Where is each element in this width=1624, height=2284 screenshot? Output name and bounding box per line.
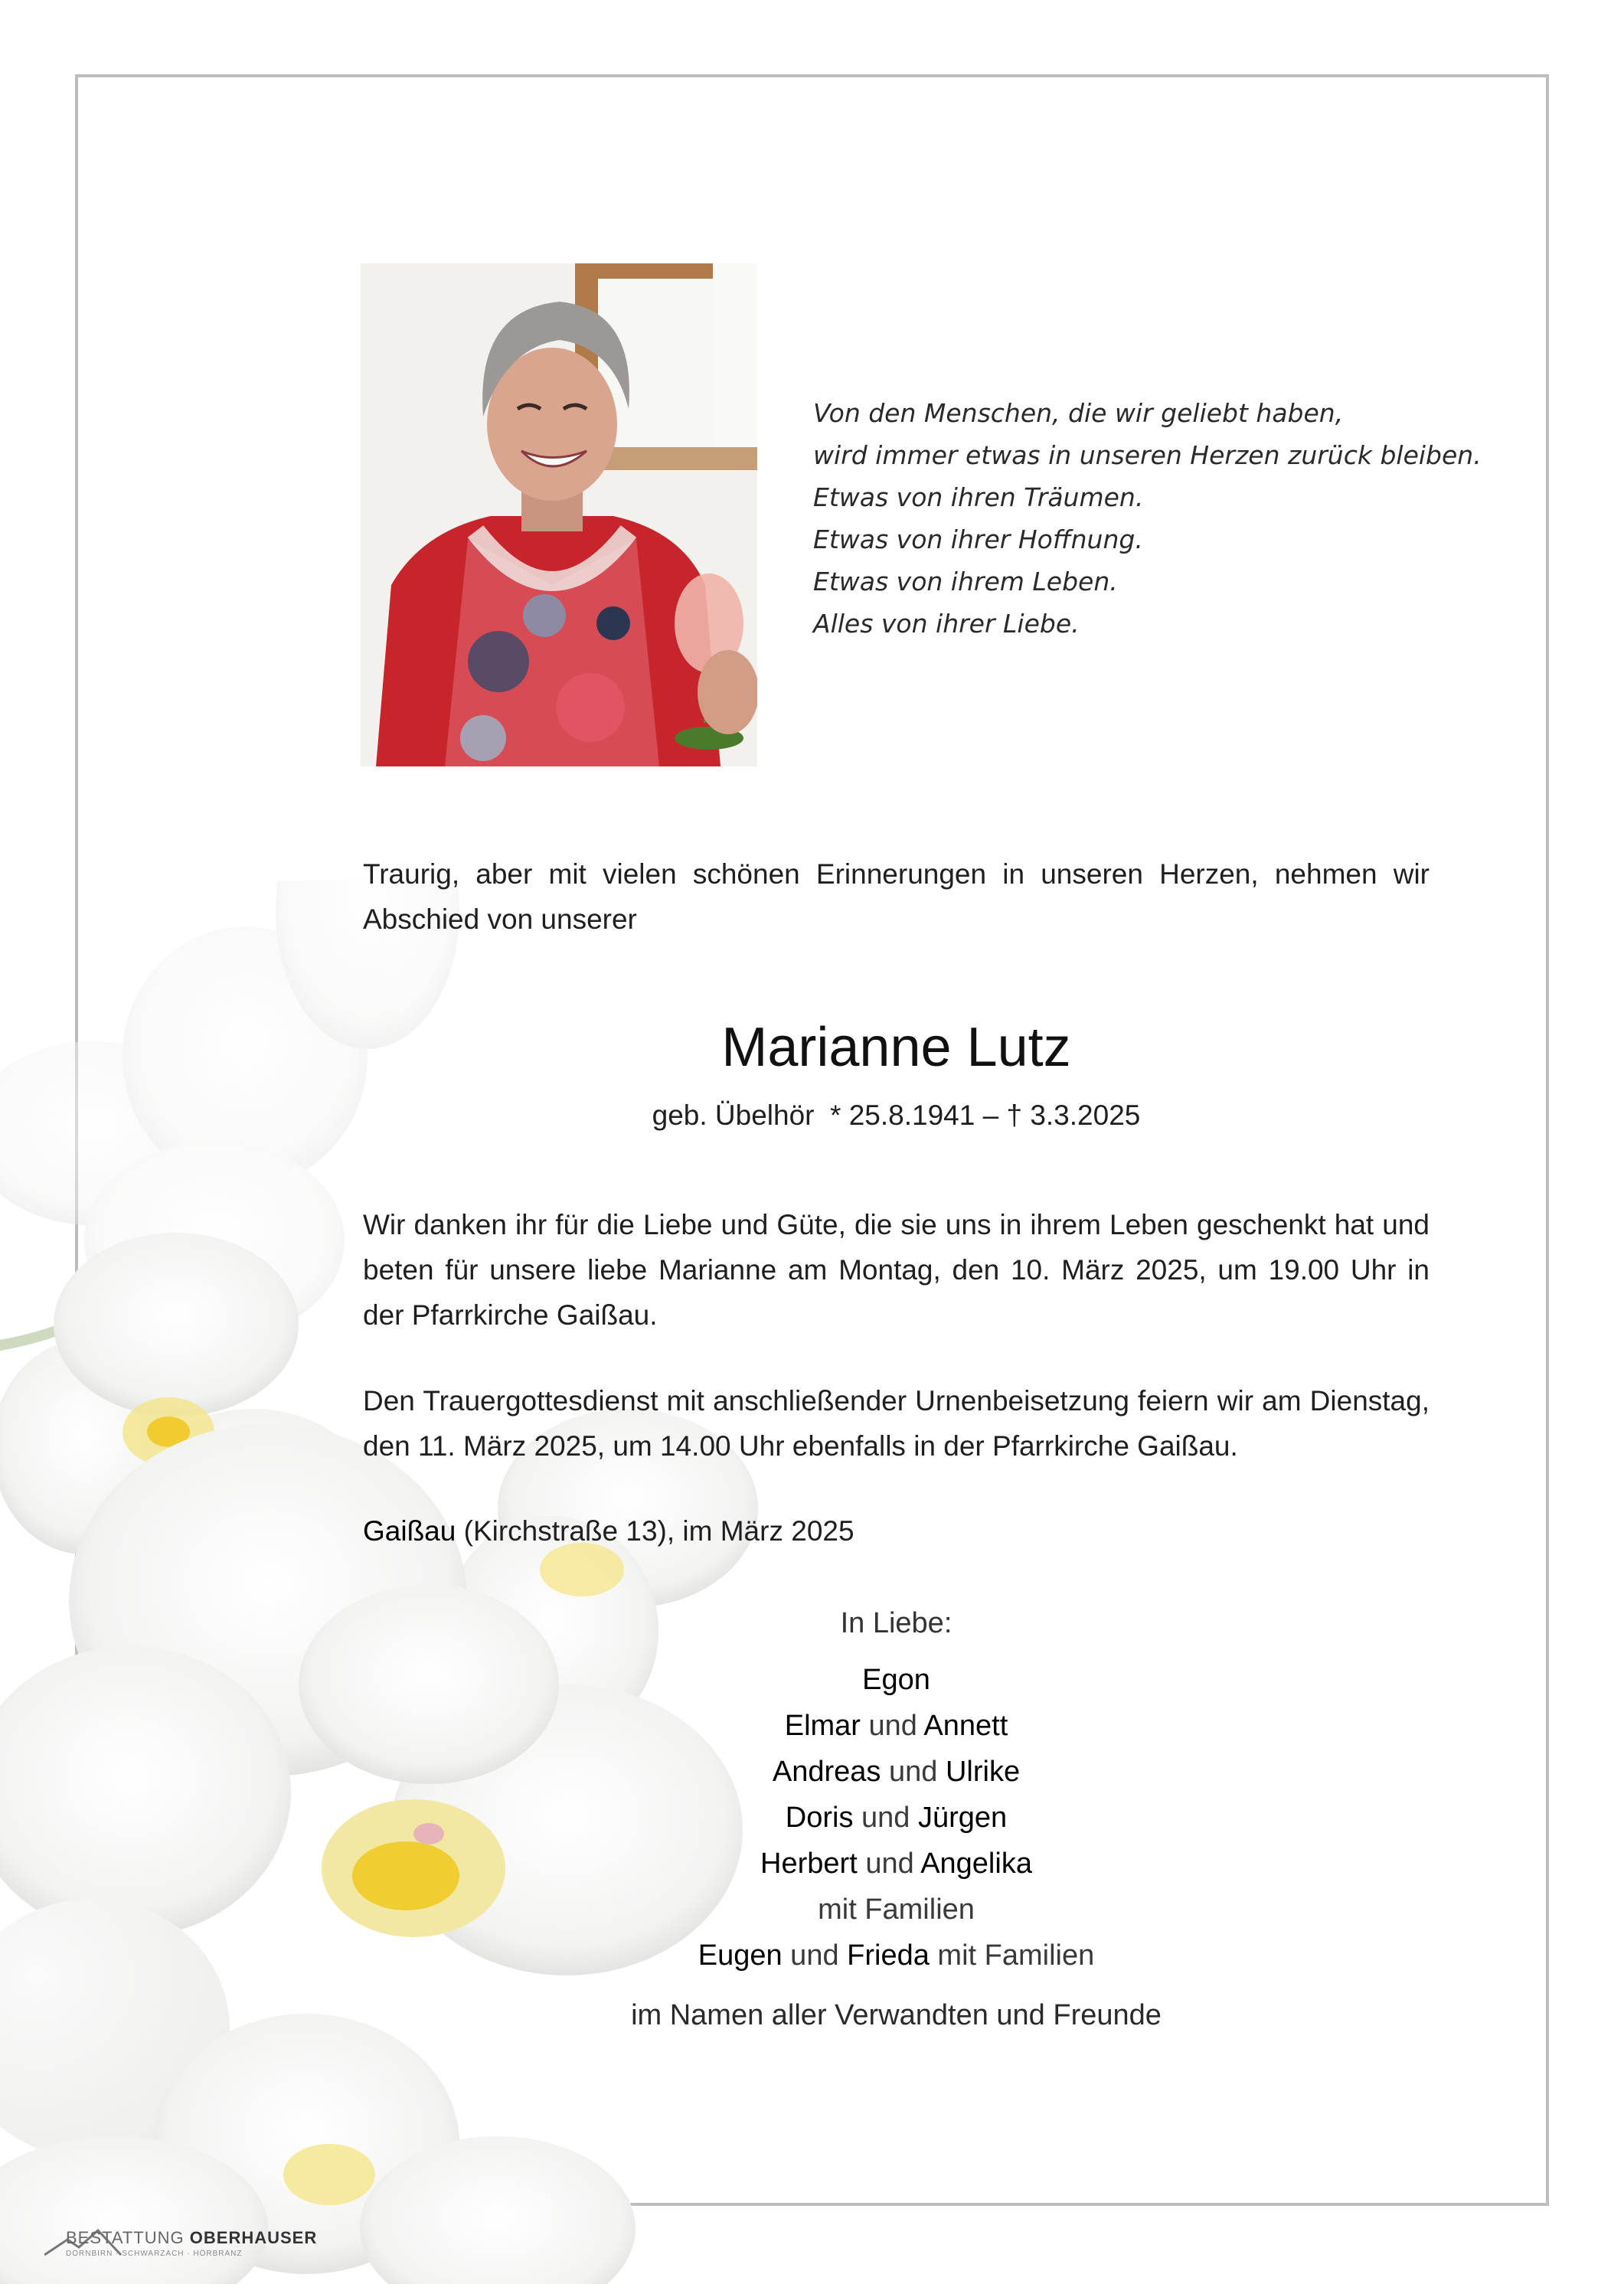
prayer-paragraph: Wir danken ihr für die Liebe und Güte, die sie uns in ihrem Leben geschenkt hat und beten für unsere liebe Marianne am Montag, den 10. März 2025, um 19.00 Uhr in der Pfarrkirche Gaißau.: [363, 1209, 1430, 1331]
place-rest: (Kirchstraße 13), im März 2025: [456, 1515, 854, 1547]
place-town: Gaißau: [363, 1515, 456, 1547]
family-line: Herbert und Angelika: [760, 1848, 1032, 1880]
place-date-line: [363, 1508, 1430, 1554]
poem-line: Etwas von ihren Träumen.: [813, 482, 1144, 512]
poem-line: Etwas von ihrem Leben.: [813, 567, 1118, 596]
orchid-decoration: [0, 881, 766, 2284]
family-line: Eugen und Frieda mit Familien: [698, 1939, 1095, 1972]
family-list: [363, 1657, 1430, 1978]
family-line: mit Familien: [818, 1894, 975, 1926]
poem-line: Von den Menschen, die wir geliebt haben,: [813, 398, 1344, 428]
family-line: Doris und Jürgen: [785, 1802, 1008, 1834]
portrait-photo: [361, 263, 757, 766]
funeral-home-locations: DORNBIRN · SCHWARZACH · HÖRBRANZ: [66, 2250, 243, 2258]
intro-text: Traurig, aber mit vielen schönen Erinnerungen in unseren Herzen, nehmen wir Abschied von unserer: [363, 858, 1430, 935]
closing-line: im Namen aller Verwandten und Freunde: [631, 1999, 1162, 2031]
memorial-poem: [813, 392, 1502, 645]
poem-line: Etwas von ihrer Hoffnung.: [813, 524, 1143, 554]
family-intro: In Liebe:: [840, 1607, 953, 1639]
deceased-name: Marianne Lutz: [721, 1017, 1071, 1078]
family-line: Andreas und Ulrike: [772, 1756, 1021, 1788]
birth-death-dates: geb. Übelhör * 25.8.1941 – † 3.3.2025: [652, 1100, 1141, 1131]
service-paragraph: Den Trauergottesdienst mit anschließender Urnenbeisetzung feiern wir am Dienstag, den 11. März 2025, um 14.00 Uhr ebenfalls in der Pfarrkirche Gaißau.: [363, 1385, 1430, 1462]
funeral-home-logo: BESTATTUNG OBERHAUSER: [66, 2228, 318, 2247]
poem-line: wird immer etwas in unseren Herzen zurück bleiben.: [813, 440, 1482, 470]
poem-line: Alles von ihrer Liebe.: [813, 609, 1080, 639]
family-line: Egon: [862, 1664, 930, 1696]
family-line: Elmar und Annett: [784, 1710, 1008, 1742]
